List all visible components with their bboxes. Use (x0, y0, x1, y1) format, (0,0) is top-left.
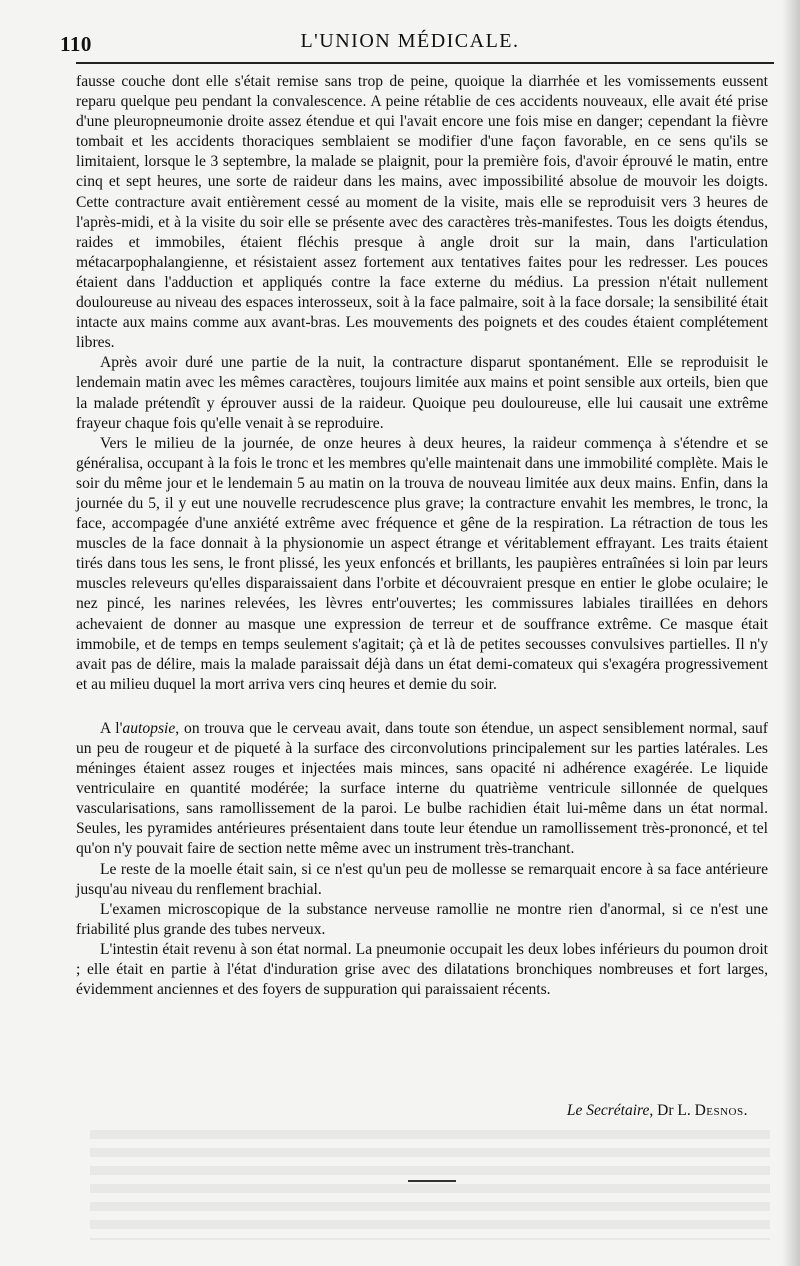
signature-title: Dr L. (657, 1102, 695, 1119)
paragraph-1: fausse couche dont elle s'était remise sans trop de peine, quoique la diarrhée et les vomissements eussent reparu quelque peu pendant la convalescence. A peine rétablie de ces accidents nouveaux, elle avait été prise d'une pleuropneumonie droite assez étendue et qui l'avait encore une fois mise en danger; cependant la fièvre tombait et les accidents thoraciques semblaient se modifier d'une façon favorable, en ce sens qu'ils se limitaient, lorsque le 3 septembre, la malade se plaignit, pour la première fois, d'avoir éprouvé le matin, entre cinq et sept heures, une sorte de raideur dans les mains, avec impossibilité absolue de mouvoir les doigts. Cette contracture avait entièrement cessé au moment de la visite, mais elle se reproduisit vers 3 heures de l'après-midi, et à la visite du soir elle se présente avec des caractères très-manifestes. Tous les doigts étendus, raides et immobiles, étaient fléchis presque à angle droit sur la main, dans l'articulation métacarpophalangienne, et résistaient assez fortement aux tentatives faites pour les redresser. Les pouces étaient dans l'adduction et appliqués contre la face externe du médius. La pression n'était nullement douloureuse au niveau des espaces interosseux, soit à la face palmaire, soit à la face dorsale; la sensibilité était intacte aux mains comme aux avant-bras. Les mouvements des poignets et des coudes étaient complétement libres. (76, 73, 768, 352)
paragraph-6: L'examen microscopique de la substance nerveuse ramollie ne montre rien d'anormal, si ce n'est une friabilité plus grande des tubes nerveux. (76, 900, 768, 938)
autopsy-term: autopsie (122, 719, 176, 737)
page-edge-shadow (782, 0, 800, 1266)
signature-role: Le Secrétaire (566, 1102, 650, 1119)
signature (567, 1102, 748, 1120)
show-through-text (90, 1130, 770, 1240)
page-number: 110 (60, 32, 92, 56)
paragraph-2: Après avoir duré une partie de la nuit, la contracture disparut spontanément. Elle se reproduisit le lendemain matin avec les mêmes caractères, toujours limitée aux mains et point sensible aux orteils, bien que la malade prétendît y éprouver aussi de la raideur. Quoique peu douloureuse, elle lui causait une extrême frayeur chaque fois qu'elle venait à se reproduire. (76, 354, 768, 432)
journal-title: L'UNION MÉDICALE. (300, 30, 520, 52)
signature-name: Desnos. (694, 1102, 748, 1119)
article-body (76, 72, 768, 1000)
paragraph-5: Le reste de la moelle était sain, si ce n'est qu'un peu de mollesse se remarquait encore à sa face antérieure jusqu'au niveau du renflement brachial. (76, 860, 768, 898)
paragraph-autopsy (76, 719, 768, 860)
paragraph-7: L'intestin était revenu à son état normal. La pneumonie occupait les deux lobes inférieurs du poumon droit ; elle était en partie à l'état d'induration grise avec des dilatations bronchiques nombreuses et fort larges, évidemment anciennes et des foyers de suppuration qui paraissaient récents. (76, 940, 768, 999)
paragraph-3: Vers le milieu de la journée, de onze heures à deux heures, la raideur commença à s'étendre et se généralisa, occupant à la fois le tronc et les membres qu'elle maintenait dans une immobilité complète. Mais le soir du même jour et le lendemain 5 au matin on la trouva de nouveau limitée aux deux mains. Enfin, dans la journée du 5, il y eut une nouvelle recrudescence plus grave; la contracture envahit les membres, le tronc, la face, accompagée d'une anxiété extrême avec fréquence et gêne de la respiration. La rétraction de tous les muscles de la face donnait à la physionomie un aspect étrange et véritablement effrayant. Les traits étaient tirés dans tous les sens, le front plissé, les yeux enfoncés et brillants, les paupières entraînées si loin par leurs muscles releveurs qu'elles disparaissaient dans l'orbite et découvraient presque en entier le globe oculaire; le nez pincé, les narines relevées, les lèvres entr'ouvertes; les commissures labiales tiraillées en dehors achevaient de donner au masque une expression de terreur et de souffrance extrême. Ce masque était immobile, et de temps en temps seulement s'agitait; çà et là de petites secousses convulsives partielles. Il n'y avait pas de délire, mais la malade paraissait déjà dans un état demi-comateux qui s'exagéra progressivement et au milieu duquel la mort arriva vers cinq heures et demie du soir. (76, 434, 768, 693)
header-divider (76, 62, 774, 64)
autopsy-prefix: A l' (100, 719, 123, 737)
footer-divider (408, 1180, 456, 1182)
autopsy-text: , on trouva que le cerveau avait, dans toute son étendue, un aspect sensiblement normal, sauf un peu de rougeur et de piqueté à la surface des circonvolutions principalement sur les parties latérales. Les méninges étaient assez rouges et injectées mais minces, sans opacité ni adhérence exagérée. Le liquide ventriculaire en quantité modérée; la surface interne du quatrième ventricule sillonnée de quelques vascularisations, sans ramollissement de la paroi. Le bulbe rachidien était lui-même dans un état normal. Seules, les pyramides antérieures présentaient dans toute leur étendue un ramollissement très-prononcé, et tel qu'on n'y pouvait faire de section nette même avec un instrument très-tranchant. (76, 719, 768, 858)
page-header (60, 28, 760, 58)
signature-separator: , (649, 1102, 658, 1119)
